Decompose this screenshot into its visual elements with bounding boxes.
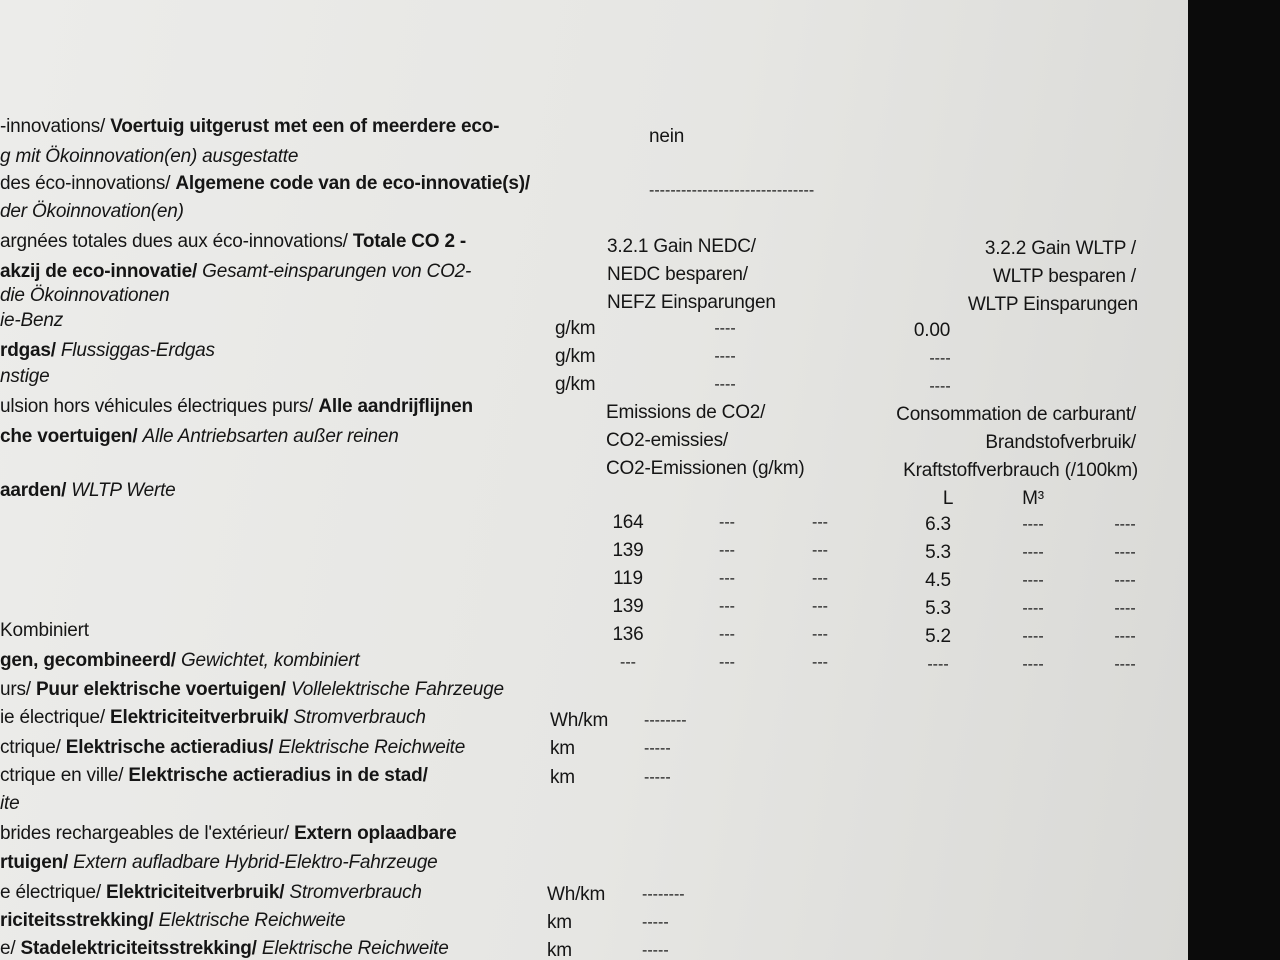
text-segment: Elektriciteitverbruik/ — [110, 707, 294, 728]
dash-value: --- — [719, 654, 735, 671]
text-segment: nstige — [0, 366, 50, 387]
text-segment: Stadelektriciteitsstrekking/ — [20, 938, 262, 959]
text-segment: Elektrische Reichweite — [261, 938, 449, 959]
left-text-line — [0, 426, 399, 448]
left-text-line — [0, 793, 19, 815]
header-wltp-einsparungen: WLTP Einsparungen — [967, 294, 1138, 315]
unit-liter: L — [942, 488, 954, 509]
ev-value: -------- — [644, 712, 687, 729]
savings-nedc-value: ---- — [714, 320, 736, 337]
text-segment: ctrique/ — [0, 737, 66, 758]
text-segment: ctrique en ville/ — [0, 765, 129, 786]
text-segment: Elektriciteitverbruik/ — [106, 882, 290, 903]
text-segment: Vollelektrische Fahrzeuge — [290, 679, 504, 700]
dash-value: --- — [719, 514, 735, 531]
dark-background-edge — [1188, 0, 1280, 960]
left-text-line — [0, 707, 426, 729]
left-text-line — [0, 201, 184, 223]
savings-wltp-value: ---- — [929, 350, 951, 367]
co2-value: 139 — [612, 540, 644, 561]
left-text-line — [0, 765, 428, 787]
phev-value: -------- — [642, 886, 685, 903]
co2-value: 119 — [613, 568, 643, 589]
text-segment: der Ökoinnovation(en) — [0, 201, 184, 222]
savings-unit: g/km — [555, 346, 596, 367]
left-text-line — [0, 882, 422, 904]
savings-nedc-value: ---- — [714, 348, 736, 365]
fuel-m3-value: ---- — [1022, 628, 1044, 645]
fuel-m3-value: ---- — [1022, 572, 1044, 589]
ev-unit: km — [550, 738, 575, 759]
phev-value: ----- — [642, 942, 669, 959]
fuel-liter-value: 5.3 — [925, 542, 951, 563]
fuel-extra-value: ---- — [1114, 572, 1136, 589]
fuel-liter-value: 6.3 — [925, 514, 951, 535]
dash-value: --- — [719, 542, 735, 559]
left-text-line — [0, 231, 466, 253]
left-text-line — [0, 650, 359, 672]
co2-value: 136 — [612, 624, 644, 645]
dash-value: --- — [812, 542, 828, 559]
text-segment: brides rechargeables de l'extérieur/ — [0, 823, 295, 844]
header-emissions-co2: Emissions de CO2/ — [606, 402, 766, 423]
fuel-liter-value: ---- — [927, 656, 949, 673]
text-segment: Elektrische actieradius/ — [65, 737, 279, 758]
savings-unit: g/km — [555, 318, 596, 339]
eco-innovation-code-value: ------------------------------- — [649, 182, 815, 199]
text-segment: aarden/ — [0, 480, 72, 501]
dash-value: --- — [812, 570, 828, 587]
left-text-line — [0, 679, 504, 701]
left-text-line — [0, 823, 456, 845]
phev-value: ----- — [642, 914, 669, 931]
co2-value: --- — [620, 654, 636, 671]
text-segment: Voertuig uitgerust met een of meerdere eco- — [110, 116, 500, 137]
text-segment: ie-Benz — [0, 310, 64, 331]
ev-value: ----- — [644, 769, 671, 786]
left-text-line — [0, 146, 298, 168]
savings-nedc-value: ---- — [714, 376, 736, 393]
text-segment: g mit Ökoinnovation(en) ausgestatte — [0, 146, 299, 167]
dash-value: --- — [812, 514, 828, 531]
fuel-m3-value: ---- — [1022, 544, 1044, 561]
fuel-liter-value: 4.5 — [925, 570, 951, 591]
left-text-line — [0, 737, 465, 759]
ev-unit: km — [550, 767, 575, 788]
text-segment: ulsion hors véhicules électriques purs/ — [0, 396, 319, 417]
left-text-line — [0, 285, 169, 307]
text-segment: Gewichtet, kombiniert — [180, 650, 360, 671]
text-segment: Gesamt-einsparungen von CO2- — [202, 261, 472, 282]
header-co2-emissionen: CO2-Emissionen (g/km) — [606, 458, 805, 479]
text-segment: ite — [0, 793, 20, 814]
fuel-liter-value: 5.3 — [925, 598, 951, 619]
fuel-extra-value: ---- — [1114, 544, 1136, 561]
ev-unit: Wh/km — [550, 710, 609, 731]
text-segment: che voertuigen/ — [0, 426, 143, 447]
text-segment: Puur elektrische voertuigen/ — [35, 679, 291, 700]
dash-value: --- — [719, 626, 735, 643]
fuel-m3-value: ---- — [1022, 656, 1044, 673]
phev-unit: km — [547, 912, 572, 933]
text-segment: Elektrische actieradius in de stad/ — [128, 765, 428, 786]
ev-value: ----- — [644, 740, 671, 757]
text-segment: Stromverbrauch — [289, 882, 422, 903]
savings-unit: g/km — [555, 374, 596, 395]
fuel-extra-value: ---- — [1114, 628, 1136, 645]
eco-innovation-value: nein — [649, 126, 685, 147]
text-segment: -innovations/ — [0, 116, 111, 137]
unit-cubic-meter: M³ — [1022, 488, 1044, 509]
phev-unit: Wh/km — [547, 884, 606, 905]
text-segment: Elektrische Reichweite — [158, 910, 346, 931]
left-text-line — [0, 310, 63, 332]
text-segment: urs/ — [0, 679, 36, 700]
co2-value: 164 — [612, 512, 644, 533]
header-nefz-einsparungen: NEFZ Einsparungen — [607, 292, 776, 313]
dash-value: --- — [812, 654, 828, 671]
left-text-line — [0, 480, 176, 502]
text-segment: ie électrique/ — [0, 707, 111, 728]
text-segment: WLTP Werte — [71, 480, 176, 501]
savings-wltp-value: 0.00 — [913, 320, 951, 341]
text-segment: Elektrische Reichweite — [278, 737, 466, 758]
header-co2-emissies: CO2-emissies/ — [606, 430, 728, 451]
left-text-line — [0, 116, 499, 138]
header-gain-nedc: 3.2.1 Gain NEDC/ — [607, 236, 756, 257]
text-segment: Extern aufladbare Hybrid-Elektro-Fahrzeuge — [73, 852, 438, 873]
left-text-line — [0, 173, 530, 195]
fuel-extra-value: ---- — [1114, 600, 1136, 617]
fuel-m3-value: ---- — [1022, 516, 1044, 533]
left-text-line — [0, 910, 345, 932]
dash-value: --- — [812, 626, 828, 643]
text-segment: rtuigen/ — [0, 852, 74, 873]
text-segment: Flussiggas-Erdgas — [60, 340, 215, 361]
header-gain-wltp: 3.2.2 Gain WLTP / — [984, 238, 1136, 259]
text-segment: die Ökoinnovationen — [0, 285, 170, 306]
text-segment: Kombiniert — [0, 620, 89, 641]
left-text-line — [0, 852, 438, 874]
fuel-liter-value: 5.2 — [925, 626, 951, 647]
text-segment: gen, gecombineerd/ — [0, 650, 181, 671]
text-segment: Extern oplaadbare — [294, 823, 457, 844]
header-kraftstoffverbrauch: Kraftstoffverbrauch (/100km) — [903, 460, 1138, 481]
text-segment: argnées totales dues aux éco-innovations/ — [0, 231, 353, 252]
fuel-extra-value: ---- — [1114, 516, 1136, 533]
savings-wltp-value: ---- — [929, 378, 951, 395]
text-segment: Alle aandrijflijnen — [318, 396, 473, 417]
left-text-line — [0, 938, 449, 960]
header-brandstofverbruik: Brandstofverbruik/ — [985, 432, 1136, 453]
left-text-line — [0, 396, 473, 418]
header-nedc-besparen: NEDC besparen/ — [607, 264, 748, 285]
text-segment: rdgas/ — [0, 340, 61, 361]
header-consommation: Consommation de carburant/ — [896, 404, 1136, 425]
left-text-line — [0, 620, 89, 642]
left-text-line — [0, 366, 50, 388]
fuel-extra-value: ---- — [1114, 656, 1136, 673]
phev-unit: km — [547, 940, 572, 960]
text-segment: Totale CO 2 - — [352, 231, 467, 252]
fuel-m3-value: ---- — [1022, 600, 1044, 617]
left-text-line — [0, 261, 471, 283]
text-segment: Stromverbrauch — [293, 707, 426, 728]
text-segment: Alle Antriebsarten außer reinen — [142, 426, 399, 447]
dash-value: --- — [719, 570, 735, 587]
text-segment: e électrique/ — [0, 882, 106, 903]
text-segment: akzij de eco-innovatie/ — [0, 261, 203, 282]
text-segment: riciteitsstrekking/ — [0, 910, 159, 931]
dash-value: --- — [812, 598, 828, 615]
header-wltp-besparen: WLTP besparen / — [992, 266, 1136, 287]
text-segment: Algemene code van de eco-innovatie(s)/ — [175, 173, 530, 194]
left-text-line — [0, 340, 215, 362]
dash-value: --- — [719, 598, 735, 615]
text-segment: des éco-innovations/ — [0, 173, 176, 194]
co2-value: 139 — [612, 596, 644, 617]
text-segment: e/ — [0, 938, 21, 959]
